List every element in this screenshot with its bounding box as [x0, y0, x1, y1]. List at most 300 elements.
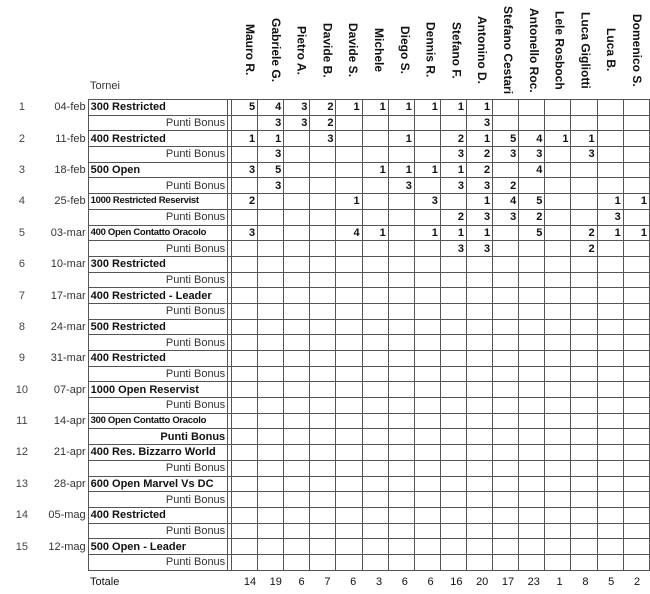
score-cell[interactable]: 1	[414, 225, 440, 241]
bonus-cell[interactable]	[440, 398, 466, 414]
score-cell[interactable]	[414, 539, 440, 555]
bonus-cell[interactable]	[232, 523, 258, 539]
score-cell[interactable]	[414, 413, 440, 429]
score-cell[interactable]: 2	[467, 162, 493, 178]
bonus-cell[interactable]	[284, 178, 310, 194]
bonus-cell[interactable]: 3	[493, 209, 519, 225]
score-cell[interactable]	[493, 539, 519, 555]
score-cell[interactable]	[258, 225, 284, 241]
score-cell[interactable]	[571, 256, 597, 272]
bonus-cell[interactable]	[310, 366, 336, 382]
bonus-cell[interactable]	[258, 335, 284, 351]
bonus-cell[interactable]	[284, 147, 310, 163]
score-cell[interactable]	[284, 413, 310, 429]
score-cell[interactable]	[388, 413, 414, 429]
score-cell[interactable]	[597, 507, 623, 523]
score-cell[interactable]	[258, 476, 284, 492]
score-cell[interactable]	[258, 507, 284, 523]
bonus-cell[interactable]	[493, 366, 519, 382]
bonus-cell[interactable]	[623, 178, 649, 194]
bonus-cell[interactable]	[388, 115, 414, 131]
bonus-cell[interactable]: 3	[440, 241, 466, 257]
bonus-cell[interactable]: 3	[519, 147, 545, 163]
bonus-cell[interactable]	[310, 178, 336, 194]
score-cell[interactable]	[284, 131, 310, 147]
score-cell[interactable]	[493, 225, 519, 241]
bonus-cell[interactable]	[388, 366, 414, 382]
bonus-cell[interactable]	[232, 209, 258, 225]
score-cell[interactable]	[258, 445, 284, 461]
bonus-cell[interactable]	[362, 272, 388, 288]
bonus-cell[interactable]: 3	[284, 115, 310, 131]
bonus-cell[interactable]	[336, 523, 362, 539]
bonus-cell[interactable]	[597, 303, 623, 319]
score-cell[interactable]: 1	[414, 100, 440, 116]
score-cell[interactable]	[597, 256, 623, 272]
bonus-cell[interactable]	[232, 429, 258, 445]
bonus-cell[interactable]	[310, 492, 336, 508]
score-cell[interactable]	[467, 319, 493, 335]
bonus-cell[interactable]: 3	[571, 147, 597, 163]
score-cell[interactable]: 1	[467, 100, 493, 116]
score-cell[interactable]	[597, 476, 623, 492]
bonus-cell[interactable]	[545, 178, 571, 194]
score-cell[interactable]	[232, 351, 258, 367]
bonus-cell[interactable]	[336, 335, 362, 351]
score-cell[interactable]	[258, 288, 284, 304]
score-cell[interactable]	[336, 351, 362, 367]
score-cell[interactable]	[545, 194, 571, 210]
score-cell[interactable]	[493, 445, 519, 461]
bonus-cell[interactable]	[571, 115, 597, 131]
score-cell[interactable]: 2	[440, 131, 466, 147]
score-cell[interactable]	[414, 351, 440, 367]
score-cell[interactable]: 4	[519, 162, 545, 178]
bonus-cell[interactable]	[414, 209, 440, 225]
score-cell[interactable]	[336, 507, 362, 523]
bonus-cell[interactable]	[310, 554, 336, 570]
score-cell[interactable]: 1	[388, 131, 414, 147]
score-cell[interactable]	[232, 319, 258, 335]
score-cell[interactable]: 5	[232, 100, 258, 116]
score-cell[interactable]	[362, 288, 388, 304]
bonus-cell[interactable]	[232, 492, 258, 508]
bonus-cell[interactable]	[571, 178, 597, 194]
score-cell[interactable]	[571, 100, 597, 116]
bonus-cell[interactable]	[414, 272, 440, 288]
score-cell[interactable]	[493, 476, 519, 492]
score-cell[interactable]: 1	[258, 131, 284, 147]
score-cell[interactable]	[362, 476, 388, 492]
bonus-cell[interactable]	[310, 429, 336, 445]
bonus-cell[interactable]	[440, 272, 466, 288]
score-cell[interactable]: 2	[571, 225, 597, 241]
score-cell[interactable]	[440, 288, 466, 304]
bonus-cell[interactable]	[258, 272, 284, 288]
score-cell[interactable]	[284, 445, 310, 461]
score-cell[interactable]	[362, 539, 388, 555]
bonus-cell[interactable]	[336, 303, 362, 319]
score-cell[interactable]: 5	[493, 131, 519, 147]
bonus-cell[interactable]	[388, 429, 414, 445]
bonus-cell[interactable]	[597, 429, 623, 445]
score-cell[interactable]	[362, 319, 388, 335]
score-cell[interactable]	[623, 507, 649, 523]
bonus-cell[interactable]	[336, 460, 362, 476]
bonus-cell[interactable]	[362, 366, 388, 382]
score-cell[interactable]	[310, 507, 336, 523]
bonus-cell[interactable]	[388, 398, 414, 414]
score-cell[interactable]: 1	[388, 100, 414, 116]
score-cell[interactable]: 3	[232, 162, 258, 178]
bonus-cell[interactable]	[388, 272, 414, 288]
bonus-cell[interactable]: 2	[493, 178, 519, 194]
score-cell[interactable]	[623, 256, 649, 272]
score-cell[interactable]	[258, 413, 284, 429]
score-cell[interactable]	[571, 382, 597, 398]
bonus-cell[interactable]	[362, 398, 388, 414]
bonus-cell[interactable]	[414, 178, 440, 194]
score-cell[interactable]	[493, 288, 519, 304]
bonus-cell[interactable]	[597, 241, 623, 257]
score-cell[interactable]	[388, 476, 414, 492]
score-cell[interactable]: 1	[362, 162, 388, 178]
bonus-cell[interactable]: 3	[467, 209, 493, 225]
bonus-cell[interactable]	[336, 272, 362, 288]
bonus-cell[interactable]	[258, 366, 284, 382]
bonus-cell[interactable]	[284, 429, 310, 445]
bonus-cell[interactable]	[623, 554, 649, 570]
score-cell[interactable]	[336, 413, 362, 429]
score-cell[interactable]	[493, 162, 519, 178]
bonus-cell[interactable]	[623, 303, 649, 319]
score-cell[interactable]	[493, 413, 519, 429]
score-cell[interactable]	[571, 445, 597, 461]
score-cell[interactable]	[545, 413, 571, 429]
score-cell[interactable]	[310, 382, 336, 398]
score-cell[interactable]	[571, 539, 597, 555]
score-cell[interactable]	[493, 319, 519, 335]
bonus-cell[interactable]	[597, 178, 623, 194]
score-cell[interactable]	[545, 539, 571, 555]
score-cell[interactable]	[519, 288, 545, 304]
score-cell[interactable]	[414, 445, 440, 461]
bonus-cell[interactable]	[467, 492, 493, 508]
bonus-cell[interactable]	[571, 398, 597, 414]
score-cell[interactable]: 1	[597, 194, 623, 210]
bonus-cell[interactable]	[362, 492, 388, 508]
bonus-cell[interactable]	[388, 303, 414, 319]
bonus-cell[interactable]	[284, 209, 310, 225]
bonus-cell[interactable]	[623, 492, 649, 508]
bonus-cell[interactable]	[310, 460, 336, 476]
score-cell[interactable]	[414, 382, 440, 398]
score-cell[interactable]	[310, 256, 336, 272]
score-cell[interactable]	[493, 256, 519, 272]
score-cell[interactable]	[362, 256, 388, 272]
bonus-cell[interactable]: 3	[493, 147, 519, 163]
score-cell[interactable]	[232, 445, 258, 461]
bonus-cell[interactable]	[388, 460, 414, 476]
bonus-cell[interactable]	[493, 429, 519, 445]
bonus-cell[interactable]	[414, 115, 440, 131]
score-cell[interactable]: 1	[336, 194, 362, 210]
bonus-cell[interactable]	[336, 554, 362, 570]
score-cell[interactable]	[362, 351, 388, 367]
score-cell[interactable]	[519, 413, 545, 429]
bonus-cell[interactable]	[362, 554, 388, 570]
score-cell[interactable]	[467, 351, 493, 367]
score-cell[interactable]	[519, 100, 545, 116]
score-cell[interactable]	[597, 413, 623, 429]
bonus-cell[interactable]	[336, 492, 362, 508]
score-cell[interactable]	[336, 162, 362, 178]
score-cell[interactable]	[623, 539, 649, 555]
bonus-cell[interactable]	[440, 523, 466, 539]
score-cell[interactable]: 1	[362, 100, 388, 116]
bonus-cell[interactable]	[258, 303, 284, 319]
bonus-cell[interactable]	[519, 178, 545, 194]
score-cell[interactable]	[362, 194, 388, 210]
bonus-cell[interactable]	[519, 523, 545, 539]
bonus-cell[interactable]	[232, 335, 258, 351]
score-cell[interactable]	[232, 256, 258, 272]
bonus-cell[interactable]	[232, 147, 258, 163]
bonus-cell[interactable]	[414, 492, 440, 508]
score-cell[interactable]	[623, 476, 649, 492]
score-cell[interactable]	[623, 288, 649, 304]
bonus-cell[interactable]	[258, 492, 284, 508]
score-cell[interactable]	[545, 319, 571, 335]
score-cell[interactable]	[440, 351, 466, 367]
bonus-cell[interactable]	[310, 209, 336, 225]
bonus-cell[interactable]	[571, 554, 597, 570]
bonus-cell[interactable]	[519, 241, 545, 257]
score-cell[interactable]	[284, 194, 310, 210]
bonus-cell[interactable]	[310, 398, 336, 414]
score-cell[interactable]	[571, 288, 597, 304]
bonus-cell[interactable]: 3	[467, 115, 493, 131]
bonus-cell[interactable]	[571, 335, 597, 351]
score-cell[interactable]	[545, 256, 571, 272]
score-cell[interactable]	[545, 100, 571, 116]
bonus-cell[interactable]	[336, 209, 362, 225]
bonus-cell[interactable]	[388, 523, 414, 539]
score-cell[interactable]	[232, 507, 258, 523]
score-cell[interactable]: 1	[362, 225, 388, 241]
score-cell[interactable]	[519, 382, 545, 398]
bonus-cell[interactable]	[310, 523, 336, 539]
bonus-cell[interactable]	[388, 147, 414, 163]
bonus-cell[interactable]	[258, 241, 284, 257]
bonus-cell[interactable]: 3	[388, 178, 414, 194]
bonus-cell[interactable]	[440, 554, 466, 570]
bonus-cell[interactable]: 3	[258, 115, 284, 131]
bonus-cell[interactable]	[232, 366, 258, 382]
score-cell[interactable]: 3	[414, 194, 440, 210]
score-cell[interactable]	[310, 413, 336, 429]
bonus-cell[interactable]	[519, 460, 545, 476]
bonus-cell[interactable]	[258, 460, 284, 476]
score-cell[interactable]: 1	[467, 225, 493, 241]
score-cell[interactable]: 5	[258, 162, 284, 178]
bonus-cell[interactable]	[284, 460, 310, 476]
bonus-cell[interactable]	[232, 460, 258, 476]
score-cell[interactable]: 1	[440, 225, 466, 241]
score-cell[interactable]	[284, 351, 310, 367]
score-cell[interactable]	[388, 539, 414, 555]
bonus-cell[interactable]	[519, 272, 545, 288]
bonus-cell[interactable]	[493, 492, 519, 508]
bonus-cell[interactable]: 3	[467, 178, 493, 194]
bonus-cell[interactable]: 3	[440, 147, 466, 163]
bonus-cell[interactable]	[284, 554, 310, 570]
bonus-cell[interactable]	[519, 303, 545, 319]
bonus-cell[interactable]	[362, 147, 388, 163]
bonus-cell[interactable]	[597, 335, 623, 351]
bonus-cell[interactable]: 3	[258, 147, 284, 163]
score-cell[interactable]	[597, 288, 623, 304]
score-cell[interactable]: 5	[519, 225, 545, 241]
score-cell[interactable]	[414, 131, 440, 147]
score-cell[interactable]	[362, 507, 388, 523]
bonus-cell[interactable]	[493, 335, 519, 351]
score-cell[interactable]: 1	[571, 131, 597, 147]
score-cell[interactable]	[597, 445, 623, 461]
bonus-cell[interactable]: 3	[467, 241, 493, 257]
score-cell[interactable]	[310, 351, 336, 367]
bonus-cell[interactable]	[545, 272, 571, 288]
bonus-cell[interactable]	[519, 554, 545, 570]
score-cell[interactable]	[571, 162, 597, 178]
score-cell[interactable]	[467, 382, 493, 398]
bonus-cell[interactable]	[284, 523, 310, 539]
score-cell[interactable]	[258, 194, 284, 210]
bonus-cell[interactable]	[571, 366, 597, 382]
bonus-cell[interactable]	[310, 241, 336, 257]
score-cell[interactable]	[388, 319, 414, 335]
score-cell[interactable]	[623, 445, 649, 461]
score-cell[interactable]	[571, 413, 597, 429]
bonus-cell[interactable]	[232, 398, 258, 414]
score-cell[interactable]: 1	[414, 162, 440, 178]
score-cell[interactable]	[336, 539, 362, 555]
bonus-cell[interactable]	[493, 115, 519, 131]
bonus-cell[interactable]	[545, 335, 571, 351]
score-cell[interactable]	[545, 162, 571, 178]
score-cell[interactable]	[414, 319, 440, 335]
bonus-cell[interactable]	[258, 398, 284, 414]
score-cell[interactable]	[232, 382, 258, 398]
score-cell[interactable]: 1	[388, 162, 414, 178]
score-cell[interactable]: 1	[336, 100, 362, 116]
bonus-cell[interactable]	[284, 272, 310, 288]
bonus-cell[interactable]	[571, 492, 597, 508]
score-cell[interactable]	[310, 445, 336, 461]
score-cell[interactable]	[597, 100, 623, 116]
bonus-cell[interactable]	[597, 272, 623, 288]
bonus-cell[interactable]	[232, 554, 258, 570]
score-cell[interactable]	[232, 476, 258, 492]
score-cell[interactable]	[258, 256, 284, 272]
bonus-cell[interactable]	[440, 366, 466, 382]
bonus-cell[interactable]	[362, 429, 388, 445]
score-cell[interactable]: 1	[467, 194, 493, 210]
bonus-cell[interactable]	[284, 303, 310, 319]
score-cell[interactable]	[597, 539, 623, 555]
bonus-cell[interactable]	[467, 272, 493, 288]
bonus-cell[interactable]	[571, 523, 597, 539]
bonus-cell[interactable]	[467, 554, 493, 570]
bonus-cell[interactable]	[545, 115, 571, 131]
bonus-cell[interactable]	[545, 460, 571, 476]
bonus-cell[interactable]	[362, 241, 388, 257]
bonus-cell[interactable]	[545, 241, 571, 257]
score-cell[interactable]	[336, 131, 362, 147]
bonus-cell[interactable]	[597, 398, 623, 414]
score-cell[interactable]	[545, 507, 571, 523]
bonus-cell[interactable]	[232, 272, 258, 288]
score-cell[interactable]	[467, 476, 493, 492]
score-cell[interactable]	[440, 319, 466, 335]
score-cell[interactable]: 3	[284, 100, 310, 116]
score-cell[interactable]	[519, 445, 545, 461]
bonus-cell[interactable]	[414, 460, 440, 476]
score-cell[interactable]	[388, 256, 414, 272]
score-cell[interactable]	[623, 100, 649, 116]
score-cell[interactable]	[493, 382, 519, 398]
bonus-cell[interactable]	[336, 241, 362, 257]
score-cell[interactable]	[519, 476, 545, 492]
bonus-cell[interactable]	[362, 523, 388, 539]
score-cell[interactable]	[623, 413, 649, 429]
score-cell[interactable]	[310, 162, 336, 178]
score-cell[interactable]	[545, 476, 571, 492]
score-cell[interactable]	[336, 256, 362, 272]
bonus-cell[interactable]	[519, 366, 545, 382]
bonus-cell[interactable]	[440, 303, 466, 319]
score-cell[interactable]	[545, 288, 571, 304]
bonus-cell[interactable]: 2	[571, 241, 597, 257]
score-cell[interactable]	[467, 288, 493, 304]
score-cell[interactable]	[388, 288, 414, 304]
score-cell[interactable]: 1	[545, 131, 571, 147]
bonus-cell[interactable]	[467, 398, 493, 414]
bonus-cell[interactable]	[545, 429, 571, 445]
score-cell[interactable]	[414, 476, 440, 492]
bonus-cell[interactable]	[258, 209, 284, 225]
bonus-cell[interactable]	[362, 335, 388, 351]
score-cell[interactable]	[597, 162, 623, 178]
bonus-cell[interactable]: 2	[519, 209, 545, 225]
score-cell[interactable]	[310, 194, 336, 210]
score-cell[interactable]	[414, 256, 440, 272]
score-cell[interactable]	[519, 539, 545, 555]
score-cell[interactable]	[597, 382, 623, 398]
bonus-cell[interactable]	[388, 492, 414, 508]
score-cell[interactable]	[571, 351, 597, 367]
bonus-cell[interactable]	[440, 492, 466, 508]
score-cell[interactable]	[362, 131, 388, 147]
score-cell[interactable]	[440, 194, 466, 210]
bonus-cell[interactable]	[545, 554, 571, 570]
score-cell[interactable]	[467, 413, 493, 429]
score-cell[interactable]	[467, 256, 493, 272]
score-cell[interactable]	[310, 319, 336, 335]
score-cell[interactable]	[467, 445, 493, 461]
bonus-cell[interactable]	[467, 460, 493, 476]
bonus-cell[interactable]	[571, 303, 597, 319]
